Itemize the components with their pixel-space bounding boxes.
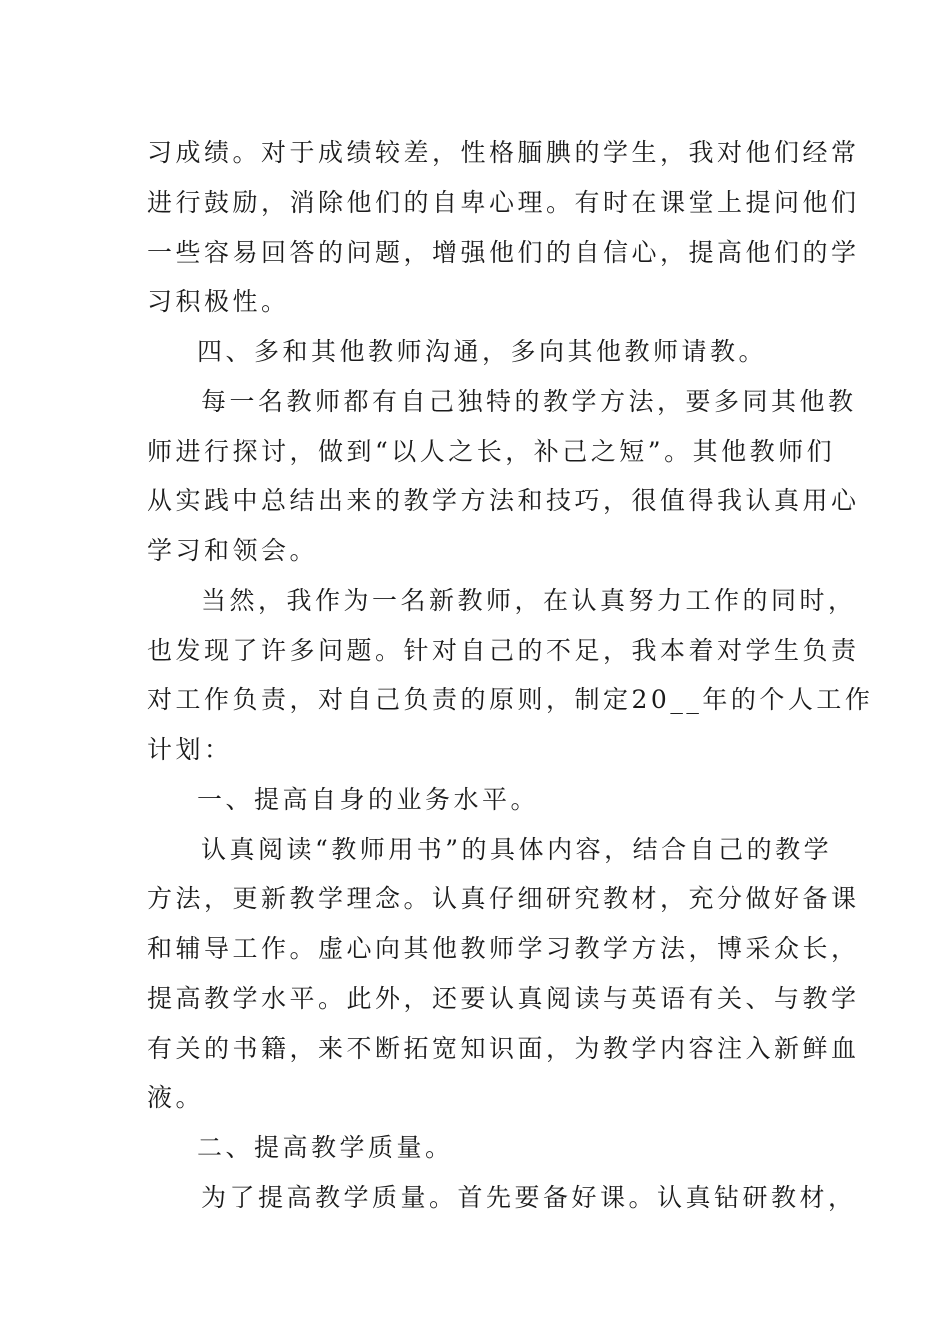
text-line: 也发现了许多问题。针对自己的不足，我本着对学生负责 [147, 636, 860, 665]
text-line: 对工作负责，对自己负责的原则，制定20__年的个人工作 [147, 685, 874, 714]
text-line: 每一名教师都有自己独特的教学方法，要多同其他教 [201, 387, 857, 416]
text-line: 和辅导工作。虚心向其他教师学习教学方法，博采众长， [147, 934, 860, 963]
text-line: 认真阅读“教师用书”的具体内容，结合自己的教学 [201, 835, 833, 864]
text-line: 液。 [147, 1083, 205, 1112]
text-line: 习成绩。对于成绩较差，性格腼腆的学生，我对他们经常 [147, 138, 860, 167]
text-line: 有关的书籍，来不断拓宽知识面，为教学内容注入新鲜血 [147, 1034, 860, 1063]
text-line: 方法，更新教学理念。认真仔细研究教材，充分做好备课 [147, 884, 860, 913]
text-line: 为了提高教学质量。首先要备好课。认真钻研教材， [201, 1183, 857, 1212]
text-line: 当然，我作为一名新教师，在认真努力工作的同时， [201, 586, 857, 615]
text-line: 师进行探讨，做到“以人之长，补己之短”。其他教师们 [147, 437, 836, 466]
text-line: 一些容易回答的问题，增强他们的自信心，提高他们的学 [147, 238, 860, 267]
section-heading: 二、提高教学质量。 [197, 1133, 454, 1162]
text-line: 提高教学水平。此外，还要认真阅读与英语有关、与教学 [147, 984, 860, 1013]
text-line: 计划： [147, 735, 233, 764]
text-line: 从实践中总结出来的教学方法和技巧，很值得我认真用心 [147, 486, 860, 515]
text-line: 进行鼓励，消除他们的自卑心理。有时在课堂上提问他们 [147, 188, 860, 217]
text-line: 习积极性。 [147, 287, 290, 316]
text-line: 学习和领会。 [147, 536, 319, 565]
section-heading: 四、多和其他教师沟通，多向其他教师请教。 [197, 337, 768, 366]
section-heading: 一、提高自身的业务水平。 [197, 785, 540, 814]
